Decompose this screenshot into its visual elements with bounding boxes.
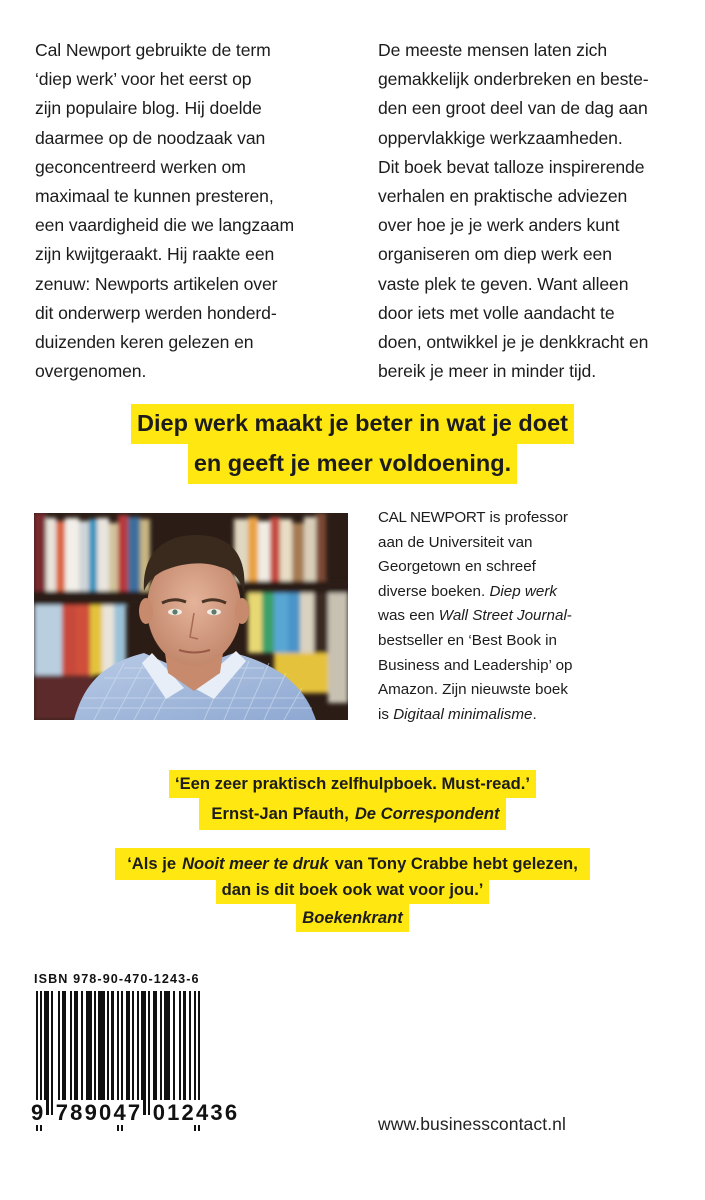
intro-right-line: over hoe je je werk anders kunt bbox=[378, 215, 620, 236]
quote-1-publication: De Correspondent bbox=[354, 804, 500, 823]
quote-2-book-title: Nooit meer te druk bbox=[182, 854, 329, 873]
portrait-image bbox=[34, 513, 348, 720]
quote-2-line-1 bbox=[0, 848, 705, 876]
isbn-digits-right: 012436 bbox=[152, 1100, 240, 1125]
intro-left-line: dit onderwerp werden honderd- bbox=[35, 302, 277, 323]
headline-line-2 bbox=[0, 444, 705, 484]
quote-text: van Tony Crabbe hebt gelezen, bbox=[329, 850, 584, 878]
intro-left-line: zijn populaire blog. Hij doelde bbox=[35, 98, 262, 119]
headline-text-2: en geeft je meer voldoening. bbox=[188, 444, 517, 484]
book-title-diep-werk: Diep werk bbox=[489, 582, 557, 600]
publisher-url[interactable]: www.businesscontact.nl bbox=[378, 1114, 566, 1134]
intro-right-line: den een groot deel van de dag aan bbox=[378, 98, 648, 119]
quote-2-line-2 bbox=[0, 876, 705, 904]
headline bbox=[0, 404, 705, 484]
bio-line: bestseller en ‘Best Book in bbox=[378, 631, 557, 649]
intro-left-line: zijn kwijtgeraakt. Hij raakte een bbox=[35, 244, 275, 265]
author-bio bbox=[378, 506, 698, 727]
author-photo bbox=[34, 513, 348, 720]
isbn-digits-left: 789047 bbox=[55, 1100, 143, 1125]
quote-2-publication: Boekenkrant bbox=[302, 908, 403, 927]
intro-right-line: Dit boek bevat talloze inspirerende bbox=[378, 156, 645, 177]
review-quotes bbox=[0, 770, 705, 932]
book-title-digitaal-minimalisme: Digitaal minimalisme bbox=[393, 705, 533, 723]
intro-right-line: door iets met volle aandacht te bbox=[378, 302, 615, 323]
intro-left-line: een vaardigheid die we langzaam bbox=[35, 215, 295, 236]
intro-left-line: geconcentreerd werken om bbox=[35, 156, 246, 177]
bio-text: is professor bbox=[485, 509, 568, 526]
quote-1-text-line bbox=[0, 770, 705, 798]
author-name: CAL NEWPORT bbox=[378, 509, 486, 526]
bio-line: aan de Universiteit van bbox=[378, 533, 533, 551]
quote-1-text: ‘Een zeer praktisch zelfhulpboek. Must-read.’ bbox=[169, 770, 536, 798]
isbn-digit-first: 9 bbox=[31, 1100, 46, 1125]
publication-wsj: Wall Street Journal bbox=[438, 607, 567, 625]
intro-left-line: daarmee op de noodzaak van bbox=[35, 127, 266, 148]
quote-2-text-2: dan is dit boek ook wat voor jou.’ bbox=[216, 876, 490, 904]
headline-line-1 bbox=[0, 404, 705, 444]
quote-2-source bbox=[296, 904, 409, 932]
bio-line: Georgetown en schreef bbox=[378, 558, 536, 576]
bio-line: Business and Leadership’ op bbox=[378, 656, 573, 674]
intro-right-line: bereik je meer in minder tijd. bbox=[378, 361, 596, 382]
bio-text: is bbox=[378, 705, 394, 723]
isbn-label: ISBN 978-90-470-1243-6 bbox=[34, 972, 200, 986]
bio-text: diverse boeken. bbox=[378, 582, 490, 600]
bio-text: was een bbox=[378, 607, 439, 625]
intro-left-line: maximaal te kunnen presteren, bbox=[35, 186, 274, 207]
intro-left-line: overgenomen. bbox=[35, 361, 147, 382]
intro-right-line: De meeste mensen laten zich bbox=[378, 40, 608, 60]
intro-right-line: verhalen en praktische adviezen bbox=[378, 186, 628, 207]
headline-text-1: Diep werk maakt je beter in wat je doet bbox=[131, 404, 574, 444]
intro-left-column bbox=[35, 36, 355, 386]
intro-left-line: duizenden keren gelezen en bbox=[35, 332, 254, 353]
isbn-digits bbox=[30, 1100, 240, 1126]
intro-right-line: gemakkelijk onderbreken en beste- bbox=[378, 69, 649, 90]
quote-1-author: Ernst-Jan Pfauth, bbox=[205, 800, 354, 828]
bio-line: Amazon. Zijn nieuwste boek bbox=[378, 681, 568, 699]
bio-line bbox=[378, 604, 698, 629]
intro-left-line: Cal Newport gebruikte de term bbox=[35, 40, 271, 60]
intro-right-line: organiseren om diep werk een bbox=[378, 244, 612, 265]
bio-text: - bbox=[566, 607, 572, 625]
quote-1-source bbox=[199, 798, 505, 830]
intro-right-column bbox=[378, 36, 698, 386]
bio-text: . bbox=[532, 705, 537, 723]
isbn-barcode bbox=[31, 972, 240, 1142]
bio-line bbox=[378, 580, 698, 605]
intro-right-line: doen, ontwikkel je je denkkracht en bbox=[378, 332, 649, 353]
intro-right-line: oppervlakkige werkzaamheden. bbox=[378, 127, 623, 148]
quote-2-source-line bbox=[0, 904, 705, 932]
quote-text: ‘Als je bbox=[121, 850, 182, 878]
intro-left-line: zenuw: Newports artikelen over bbox=[35, 273, 278, 294]
intro-right-line: vaste plek te geven. Want alleen bbox=[378, 273, 629, 294]
quote-1-source-line bbox=[0, 798, 705, 826]
bio-line bbox=[378, 703, 698, 728]
intro-left-line: ‘diep werk’ voor het eerst op bbox=[35, 69, 252, 90]
bio-line bbox=[378, 506, 698, 531]
